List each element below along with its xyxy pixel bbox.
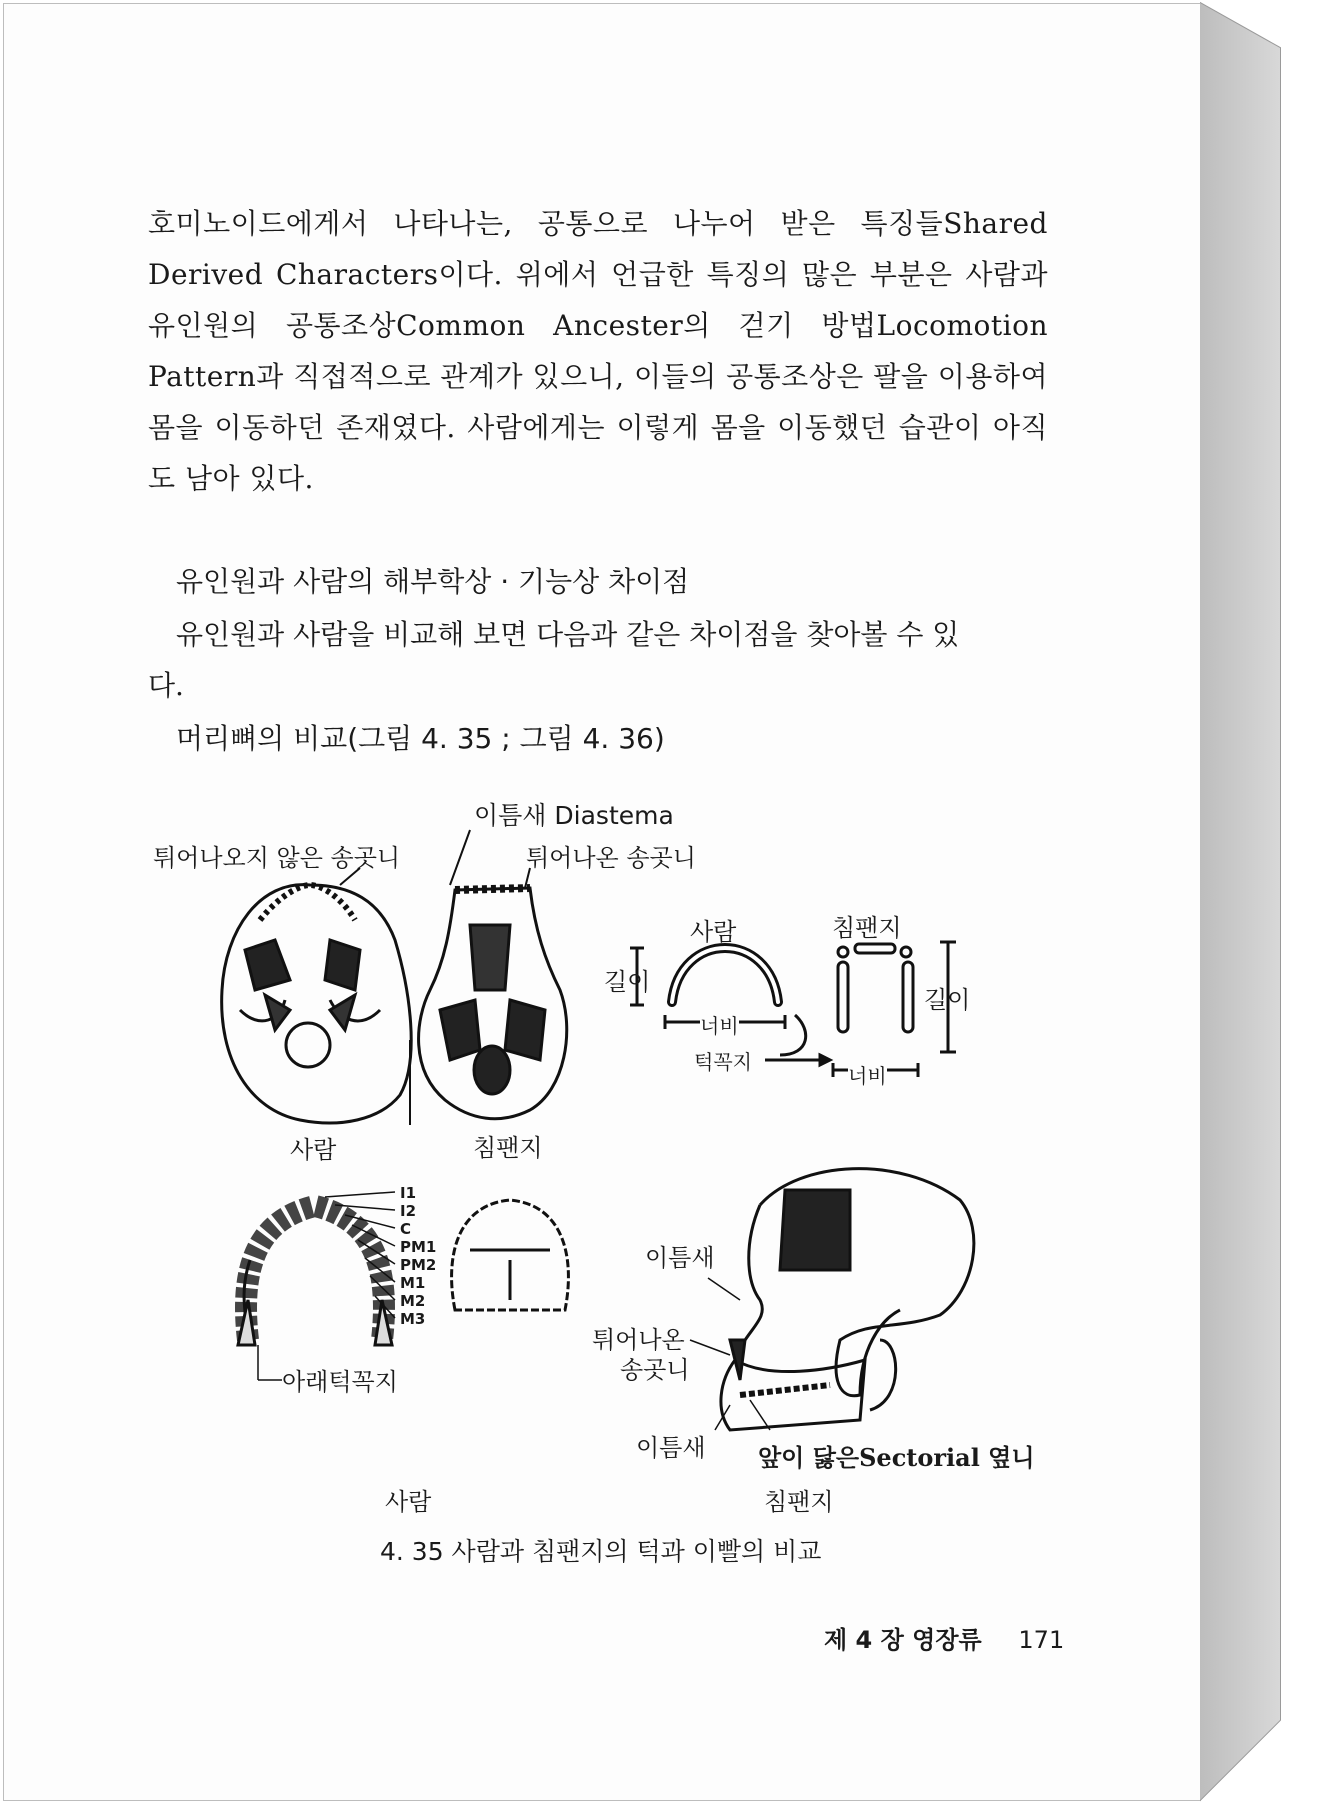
skull-comparison-heading: 머리뼈의 비교(그림 4. 35 ; 그림 4. 36) [176,722,665,755]
label-bottom-human: 사람 [385,1488,432,1516]
body-paragraph: 호미노이드에게서 나타나는, 공통으로 나누어 받은 특징들Shared Derived Characters이다. 위에서 언급한 특징의 많은 부분은 사람과 유인원의 공통조상Common Ancester의 걷기 방법Locomotion Pattern과 직접적으로 관계가 있으니, 이들의 공통조상은 팔을 이용하여 몸을 이동하던 존재였다. 사람에게는 이렇게 몸을 이동했던 습관이 아직도 남아 있다. [148,207,1048,495]
page-footer [824,1620,1064,1655]
human-skull-drawing [222,885,412,1123]
arch-diagram [630,942,956,1077]
label-protruding-canine-2: 송곳니 [620,1356,690,1384]
section-heading: 유인원과 사람의 해부학상 · 기능상 차이점 [176,565,690,598]
figure-caption: 4. 35 사람과 침팬지의 턱과 이빨의 비교 [380,1537,822,1566]
footer-chapter: 제 4 장 영장류 [824,1626,982,1654]
tooth-label-pm2: PM2 [400,1256,437,1274]
arch-width-left: 너비 [700,1010,739,1039]
page-number: 171 [1018,1626,1065,1654]
human-mandible-drawing [238,1206,392,1345]
label-bottom-chimp: 침팬지 [764,1488,834,1516]
intro-line-1: 유인원과 사람을 비교해 보면 다음과 같은 차이점을 찾아볼 수 있 [176,618,960,651]
arch-width-right: 너비 [848,1060,887,1089]
label-diastema-low: 이틈새 [636,1434,706,1462]
book-side-edge [1200,0,1319,1806]
chimp-skull-side-drawing [721,1169,974,1430]
label-protruding-canine-1: 튀어나온 [592,1326,685,1354]
label-lower-jaw: 아래턱꼭지 [282,1368,398,1396]
chimp-skull-drawing [419,888,567,1119]
tooth-label-pm1: PM1 [400,1238,437,1256]
tooth-label-i1: I1 [400,1184,417,1202]
tooth-label-c: C [400,1220,412,1238]
intro-line-2: 다. [148,669,184,702]
label-diastema-top: 이틈새 Diastema [474,801,674,830]
chimp-palate-drawing [452,1200,569,1310]
label-non-protruding-canine: 튀어나오지 않은 송곳니 [153,844,401,872]
arch-length-left: 길이 [604,968,651,996]
tooth-label-m1: M1 [400,1274,426,1292]
label-sectorial: 앞이 닳은Sectorial 옆니 [758,1443,1035,1472]
label-chimp-skull: 침팬지 [473,1134,543,1162]
arch-length-right: 길이 [924,986,971,1014]
label-protruding-canine-top: 튀어나온 송곳니 [526,844,696,872]
tooth-label-m3: M3 [400,1310,426,1328]
tooth-label-m2: M2 [400,1292,426,1310]
label-human-skull: 사람 [290,1136,337,1164]
label-diastema-mid: 이틈새 [645,1244,715,1272]
arch-label-chimp: 침팬지 [832,914,902,942]
tooth-label-i2: I2 [400,1202,417,1220]
arch-label-human: 사람 [690,918,737,946]
arch-jaw-label: 턱꼭지 [694,1050,752,1074]
